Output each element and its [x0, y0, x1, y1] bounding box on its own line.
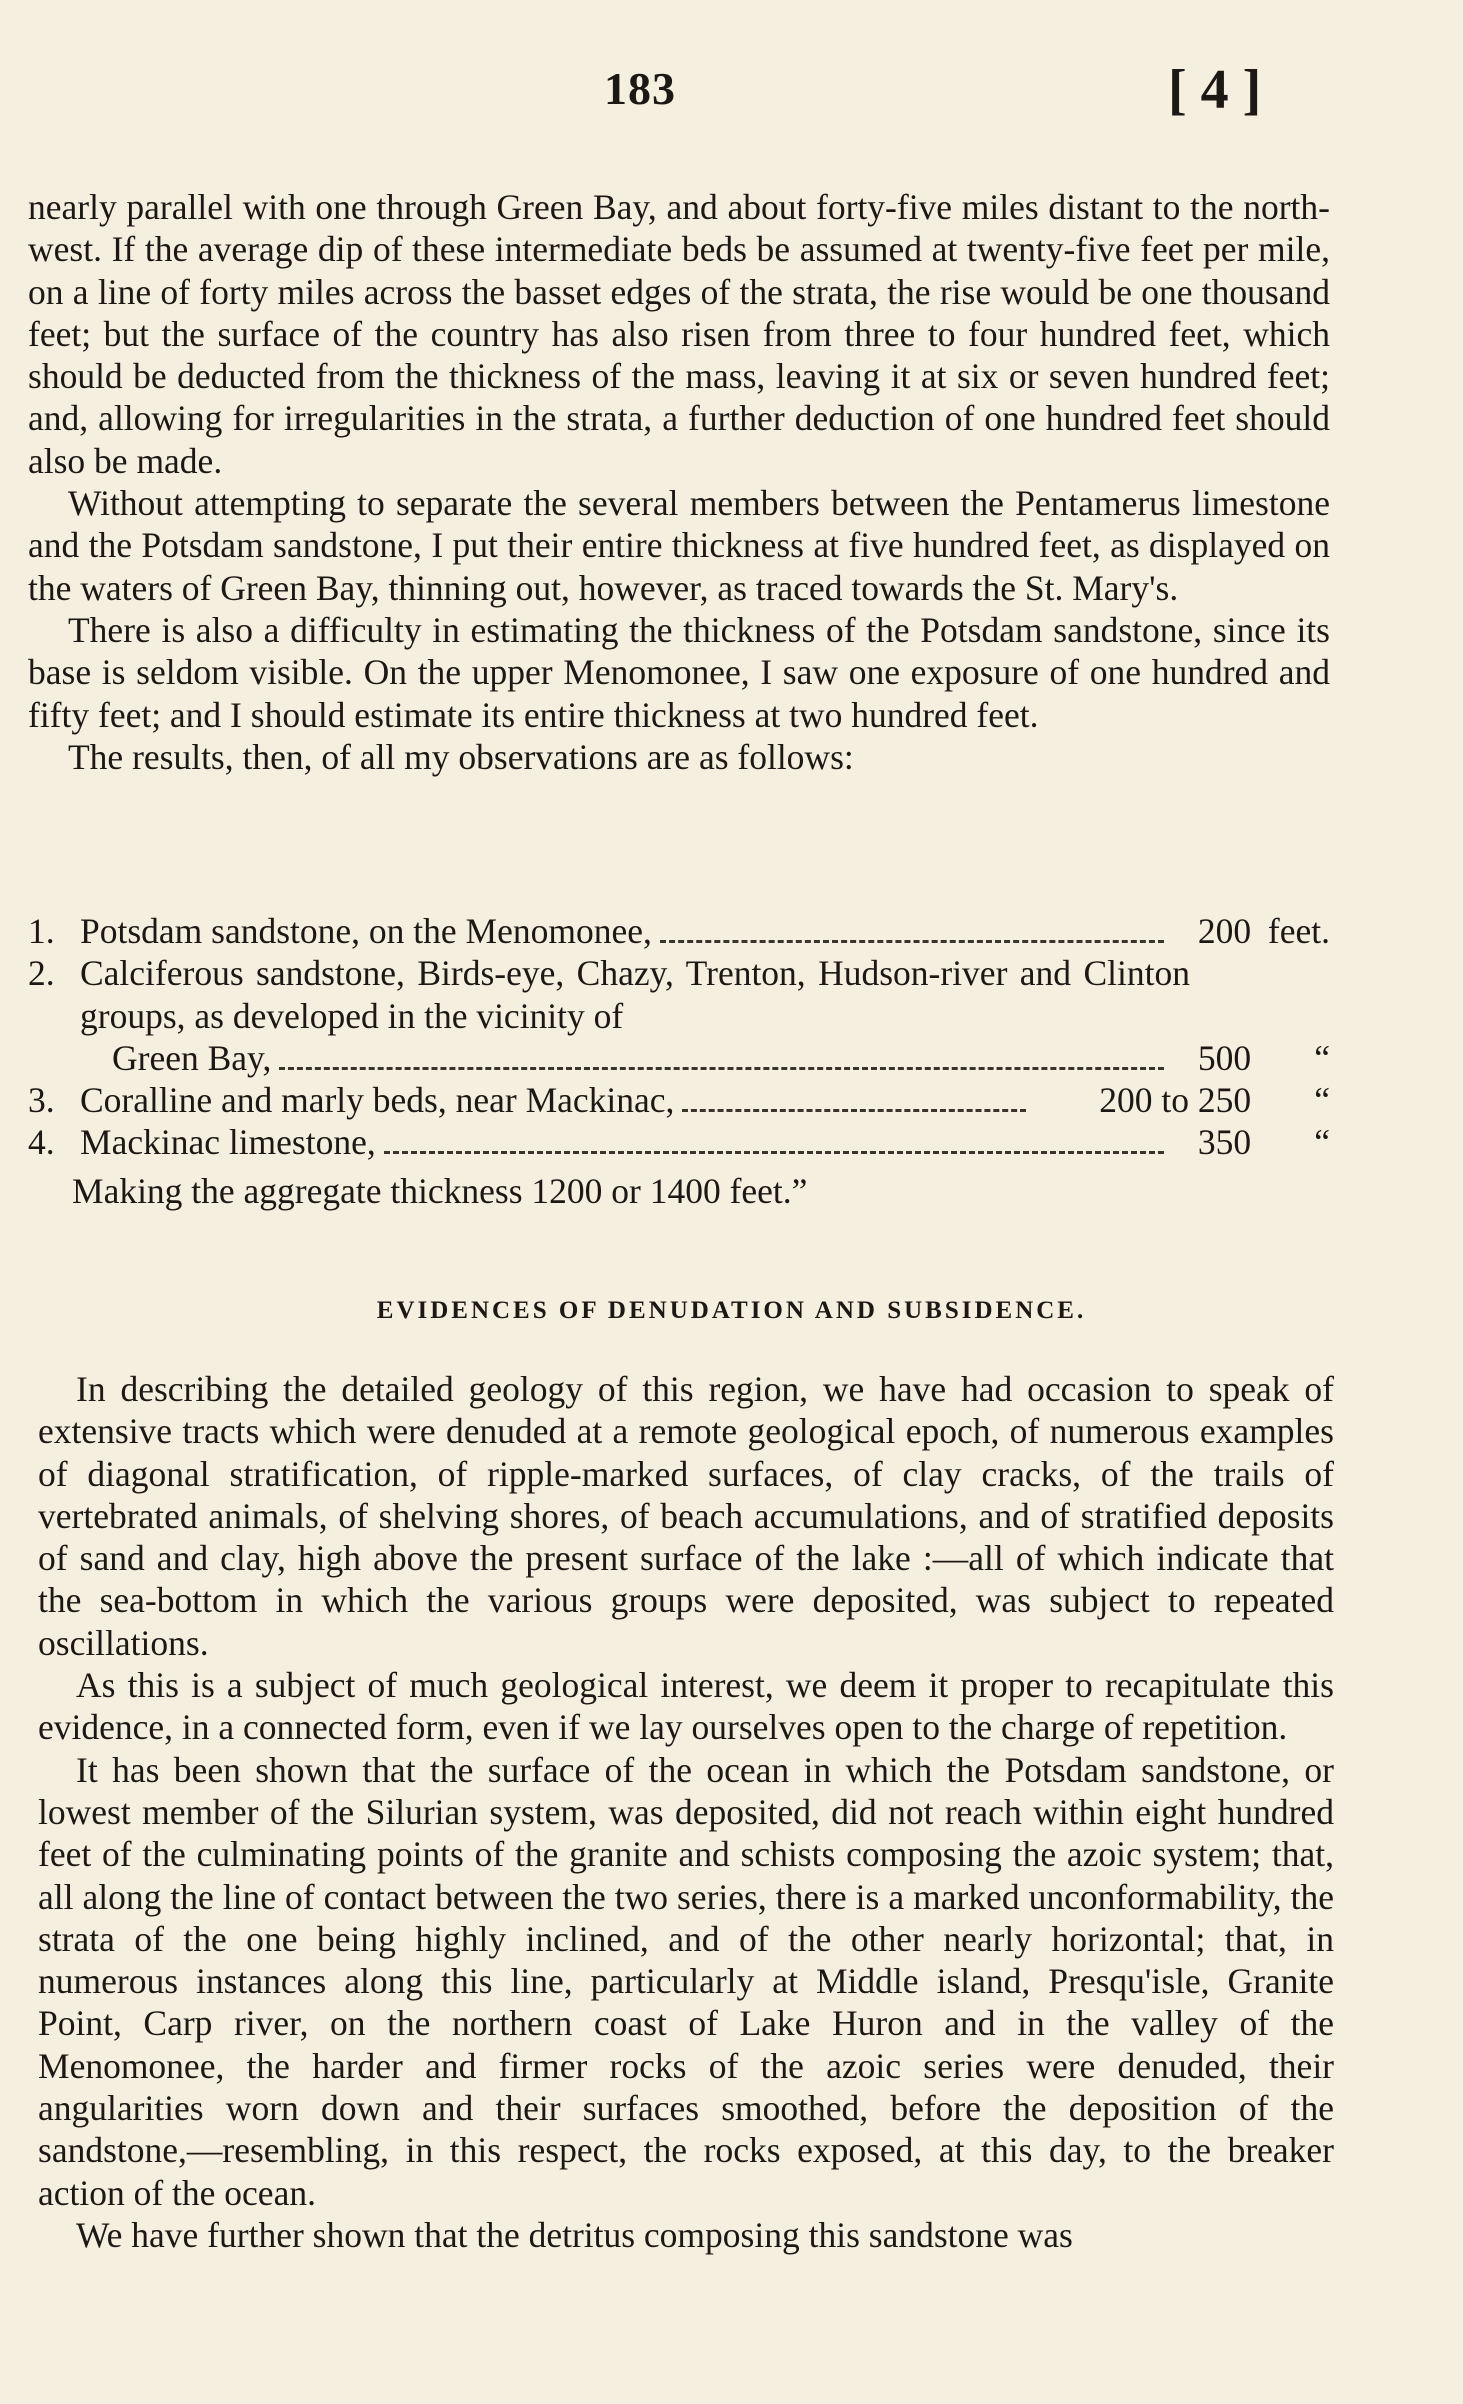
- item-value: 200 to 250: [1099, 1080, 1252, 1121]
- item-number: 1.: [28, 911, 55, 951]
- results-summary: Making the aggregate thickness 1200 or 1400 feet.”: [72, 1170, 808, 1211]
- result-item-continuation: [28, 1037, 1330, 1079]
- result-item: [28, 1079, 1330, 1121]
- paragraph: As this is a subject of much geological interest, we deem it proper to recapitulate this evidence, in a connected form, even if we lay ourselves open to the charge of repetition.: [38, 1665, 1334, 1748]
- item-value-cell: [1178, 910, 1330, 952]
- dot-leader: [660, 940, 1164, 943]
- paragraph: nearly parallel with one through Green Bay, and about forty-five miles distant to the north-west. If the average dip of these intermediate beds be assumed at twenty-five feet per mile, on a line of forty miles across the basset edges of the strata, the rise would be one thousand feet; but the surface of the country has also risen from three to four hundred feet, which should be deducted from the thickness of the mass, leaving it at six or seven hundred feet; and, allowing for irregularities in the strata, a further deduction of one hundred feet should also be made.: [28, 187, 1330, 481]
- item-label: Mackinac limestone,: [80, 1122, 376, 1163]
- item-label: Potsdam sandstone, on the Menomonee,: [80, 911, 652, 951]
- results-list: [28, 910, 1330, 1212]
- item-value-cell: [1040, 1079, 1330, 1121]
- paragraph: Without attempting to separate the several members between the Pentamerus limestone and the Potsdam sandstone, I put their entire thickness at five hundred feet, as displayed on the waters of Green Bay, thinning out, however, as traced towards the St. Mary's.: [28, 483, 1330, 608]
- item-label: Calciferous sandstone, Birds-eye, Chazy, Trenton, Hudson-river and Clinton groups, as developed in the vicinity of: [80, 953, 1190, 1036]
- item-number: 4.: [28, 1122, 55, 1163]
- result-item: [28, 952, 1330, 1037]
- item-unit: “: [1314, 1037, 1330, 1078]
- item-value: 350: [1197, 1122, 1252, 1163]
- item-number: 2.: [28, 953, 55, 994]
- paragraph: The results, then, of all my observations are as follows:: [68, 736, 854, 777]
- result-item: [28, 1121, 1330, 1163]
- document-number: [ 4 ]: [1168, 59, 1262, 121]
- dot-leader: [384, 1151, 1164, 1154]
- result-item: [28, 910, 1330, 952]
- dot-leader: [279, 1067, 1164, 1070]
- item-value: 200: [1197, 911, 1252, 951]
- paragraph: There is also a difficulty in estimating the thickness of the Potsdam sandstone, since its base is seldom visible. On the upper Menomonee, I saw one exposure of one hundred and fifty feet; and I should estimate its entire thickness at two hundred feet.: [28, 609, 1330, 735]
- item-value-cell: [1178, 1037, 1330, 1079]
- item-label: Coralline and marly beds, near Mackinac,: [80, 1080, 675, 1121]
- paragraph: It has been shown that the surface of the ocean in which the Potsdam sandstone, or lowest member of the Silurian system, was deposited, did not reach within eight hundred feet of the culminating points of the granite and schists composing the azoic system; that, all along the line of contact between the two series, there is a marked unconformability, the strata of the one being highly inclined, and of the other nearly horizontal; that, in numerous instances along this line, particularly at Middle island, Presqu'isle, Granite Point, Carp river, on the northern coast of Lake Huron and in the valley of the Menomonee, the harder and firmer rocks of the azoic series were denuded, their angularities worn down and their surfaces smoothed, before the deposition of the sandstone,—resembling, in this respect, the rocks exposed, at this day, to the breaker action of the ocean.: [38, 1749, 1334, 2213]
- item-unit: “: [1314, 1080, 1330, 1121]
- item-number: 3.: [28, 1080, 55, 1121]
- paragraph: In describing the detailed geology of this region, we have had occasion to speak of extensive tracts which were denuded at a remote geological epoch, of numerous examples of diagonal stratification, of ripple-marked surfaces, of clay cracks, of the trails of vertebrated animals, of shelving shores, of beach accumulations, and of stratified deposits of sand and clay, high above the present surface of the lake :—all of which indicate that the sea-bottom in which the various groups were deposited, was subject to repeated oscillations.: [38, 1369, 1334, 1663]
- item-unit: “: [1314, 1122, 1330, 1163]
- page-number: 183: [604, 63, 676, 114]
- item-unit: feet.: [1267, 911, 1330, 951]
- paragraph: We have further shown that the detritus composing this sandstone was: [76, 2214, 1073, 2255]
- section-2-text: [38, 1368, 1334, 2256]
- dot-leader: [682, 1109, 1026, 1112]
- item-label-continuation: Green Bay,: [112, 1037, 272, 1078]
- section-1-text: [28, 186, 1330, 778]
- section-heading: EVIDENCES OF DENUDATION AND SUBSIDENCE.: [376, 1297, 1087, 1324]
- item-value: 500: [1197, 1037, 1252, 1078]
- item-value-cell: [1178, 1121, 1330, 1163]
